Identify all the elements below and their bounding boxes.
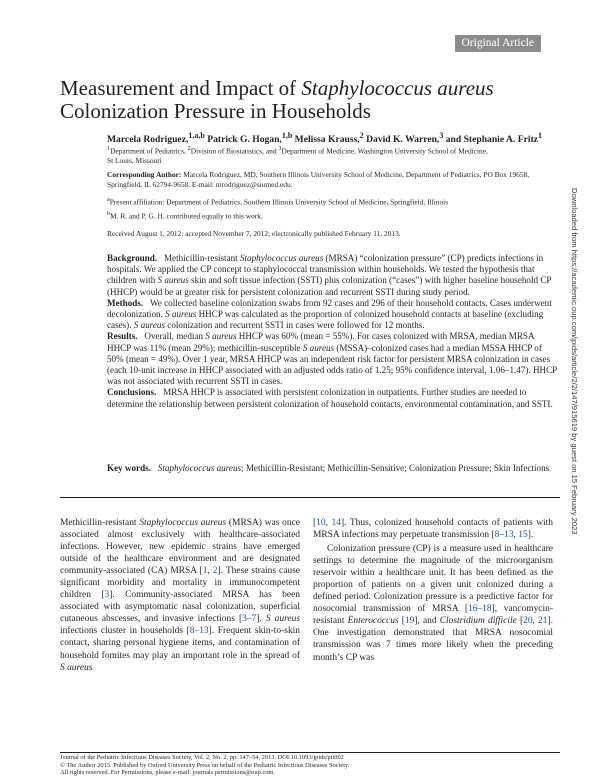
article-history: Received August 1, 2012; accepted November 7, 2012; electronically published February 11, 2013. bbox=[107, 229, 401, 238]
body-text: infections cluster in households [ bbox=[60, 626, 190, 637]
body-text: Colonization pressure (CP) is a measure used in healthcare settings to determine the magnitude of the microorganism reservoir within a healthcare unit. It has been defined as the proportion of patients on a given unit colonized during a defined period. Colonization pressure is a predictive factor for nosocomial transmission of MRSA [ bbox=[313, 544, 553, 615]
journal-footer bbox=[60, 754, 560, 777]
abstract-results bbox=[107, 331, 559, 387]
author-block bbox=[107, 130, 562, 166]
body-italic: Clostridium difficile bbox=[439, 616, 517, 627]
abstract-text: skin and soft tissue infection (SSTI) plus colonization (“cases”) with higher baseline household CP (HHCP) would be at greater risk for persistent colonization and recurrent SSTI during study period. bbox=[107, 275, 552, 297]
abstract-text: Overall, median bbox=[144, 331, 206, 342]
abstract-italic: S aureus bbox=[302, 342, 335, 353]
aff-text: Department of Medicine, Washington University School of Medicine, bbox=[281, 146, 488, 156]
body-text: Methicillin-resistant bbox=[60, 518, 140, 528]
abstract-text: (MRSA) “colonization pressure” (CP) predicts infections in hospitals. We applied the CP concept to staphylococcal transmission within households. We tested the hypothesis that children with bbox=[107, 253, 544, 286]
body-column-left bbox=[60, 517, 300, 674]
keywords-italic: Staphylococcus aureus bbox=[157, 463, 242, 473]
footer-line: Journal of the Pediatric Infectious Diseases Society, Vol. 2, No. 2, pp. 147–54, 2013. DOI:10.1093/jpids/pit002 bbox=[60, 754, 344, 761]
aff-sup: 1 bbox=[107, 146, 111, 153]
body-text: , bbox=[207, 566, 213, 577]
body-text: , bbox=[513, 530, 519, 541]
body-paragraph bbox=[313, 517, 553, 541]
footer-line: All rights reserved. For Permissions, please e-mail: journals.permissions@oup.com. bbox=[60, 769, 275, 777]
citation-link[interactable]: 3 bbox=[104, 590, 110, 601]
author-name: and Stephanie A. Fritz bbox=[443, 134, 538, 146]
citation-link[interactable]: 21 bbox=[538, 616, 548, 627]
body-text: [ bbox=[516, 616, 524, 627]
title-part1: Measurement and Impact of bbox=[60, 76, 302, 100]
body-text: ]. Community-associated MRSA has been associated with asymptomatic nasal colonization, superficial cutaneous abscesses, and invasive infections [ bbox=[60, 590, 300, 625]
body-text: ]. Thus, colonized household contacts of patients with MRSA infections may perpetuate transmission [ bbox=[313, 518, 554, 541]
body-text: ], and bbox=[414, 616, 440, 627]
author-name: Marcela Rodriguez, bbox=[107, 134, 189, 146]
body-italic: S aureus bbox=[265, 614, 300, 625]
author-name: Melissa Krauss, bbox=[292, 134, 360, 146]
download-watermark: Downloaded from https://academic.oup.com/jpids/article/2/2/147/915619 by guest on 15 February 2023 bbox=[570, 188, 579, 535]
abstract-text: MRSA HHCP is associated with persistent colonization in outpatients. Further studies are needed to determine the relationship between persistent colonization of household contacts, environmental contamination, and SSTI. bbox=[107, 387, 553, 409]
aff-text: Department of Pediatrics, bbox=[110, 146, 188, 156]
corresponding-text: Marcela Rodriguez, MD, Southern Illinois University School of Medicine, Department of Pediatrics, PO Box 19658, Springfield, IL 62794-9658. E-mail: mrodriguez@siumed.edu. bbox=[107, 170, 530, 189]
aff-sup: 3 bbox=[278, 146, 282, 153]
keywords-label: Key words. bbox=[107, 463, 151, 473]
abstract-text: We collected baseline colonization swabs from 92 cases and 296 of their household contacts. Cases underwent decolonization. bbox=[107, 297, 552, 320]
aff-city: St Louis, Missouri bbox=[107, 156, 162, 166]
citation-link[interactable]: 20 bbox=[523, 616, 533, 627]
corresponding-label: Corresponding Author: bbox=[107, 170, 182, 179]
footer-divider bbox=[60, 752, 560, 753]
abstract-label: Background. bbox=[107, 253, 158, 263]
citation-link[interactable]: 8–13 bbox=[189, 626, 209, 637]
citation-link[interactable]: 1 bbox=[202, 566, 208, 577]
abstract-label: Results. bbox=[107, 331, 138, 342]
body-paragraph bbox=[313, 543, 553, 663]
keywords-text: ; Methicillin-Resistant; Methicillin-Sensitive; Colonization Pressure; Skin Infections bbox=[241, 463, 550, 473]
author-list bbox=[107, 130, 562, 145]
aff-text: Division of Biostatistics, and bbox=[190, 146, 279, 156]
body-text: ]. These strains cause significant morbidity and mortality in immunocompetent children [ bbox=[60, 566, 300, 601]
citation-link[interactable]: 3–7 bbox=[242, 614, 257, 625]
footer-line: © The Author 2013. Published by Oxford University Press on behalf of the Pediatric Infectious Diseases Society. bbox=[60, 761, 350, 769]
body-text: , bbox=[325, 518, 332, 528]
author-sup: 1,b bbox=[281, 131, 293, 140]
abstract-italic: S aureus bbox=[133, 320, 166, 331]
citation-link[interactable]: 8–13 bbox=[494, 530, 514, 541]
citation-link[interactable]: 15 bbox=[518, 530, 528, 541]
body-italic: S aureus bbox=[60, 662, 93, 673]
abstract-italic: S aureus bbox=[165, 309, 197, 320]
abstract-italic: S aureus bbox=[205, 331, 237, 342]
abstract-text: colonization and recurrent SSTI in cases were followed for 12 months. bbox=[165, 320, 425, 331]
note-text: M. R. and P. G. H. contributed equally to this work. bbox=[110, 211, 263, 221]
aff-sup: 2 bbox=[187, 146, 191, 153]
body-text: [ bbox=[398, 616, 405, 627]
body-text: ]. Frequent skin-to-skin contact, sharing personal hygiene items, and contamination of household fomites may play an important role in the spread of bbox=[60, 626, 300, 661]
abstract-text: HHCP was 60% (mean = 55%). For cases colonized with MRSA, median MRSA HHCP was 11% (mean 29%); methicillin-susceptible bbox=[107, 331, 535, 353]
equal-contribution-note bbox=[107, 210, 562, 221]
body-text: [ bbox=[313, 518, 317, 528]
body-text: (MRSA) was once associated almost exclusively with healthcare-associated infections. However, new epidemic strains have emerged outside of the healthcare environment and are designated community-associated (CA) MRSA [ bbox=[60, 518, 300, 577]
citation-link[interactable]: 19 bbox=[404, 616, 415, 627]
author-sup: 1 bbox=[537, 131, 542, 140]
author-sup: 1,a,b bbox=[188, 131, 205, 140]
body-column-right bbox=[313, 517, 553, 664]
abstract-methods bbox=[107, 298, 559, 332]
body-italic: Staphylococcus aureus bbox=[139, 518, 227, 528]
citation-link[interactable]: 14 bbox=[331, 518, 341, 528]
author-sup: 3 bbox=[439, 131, 444, 140]
note-text: Present affiliation: Department of Pediatrics, Southern Illinois University School of Medicine, Springfield, Illinois bbox=[109, 197, 449, 207]
body-text: , bbox=[532, 616, 539, 627]
abstract-italic: Staphylococcus aureus bbox=[239, 253, 324, 263]
body-text: ]. One investigation demonstrated that MRSA nosocomial transmission was 7 times more likely when the preceding month’s CP was bbox=[313, 616, 553, 663]
abstract-text: (MSSA)–colonized cases had a median MSSA HHCP of 50% (mean = 49%). Over 1 year, MRSA HHCP was an independent risk factor for persistent MRSA colonization in cases (each 10-unit increase in HHCP associated with an adjusted odds ratio of 1.25; 95% confidence interval, 1.06–1.47). HHCP was not associated with recurrent SSTI in cases. bbox=[107, 342, 557, 387]
abstract-background bbox=[107, 253, 559, 298]
article-title bbox=[60, 77, 560, 123]
body-paragraph bbox=[60, 517, 300, 674]
author-name: Patrick G. Hogan, bbox=[204, 134, 282, 146]
abstract-label: Conclusions. bbox=[107, 387, 157, 398]
body-text: ], vancomycin-resistant bbox=[313, 604, 553, 627]
corresponding-author bbox=[107, 170, 562, 189]
present-affiliation bbox=[107, 196, 562, 207]
title-part2: Colonization Pressure in Households bbox=[60, 99, 371, 123]
department-affiliations bbox=[107, 145, 562, 166]
citation-link[interactable]: 10 bbox=[316, 518, 326, 528]
abstract-text: Methicillin-resistant bbox=[163, 253, 240, 263]
abstract bbox=[107, 253, 559, 410]
author-sup: 2 bbox=[359, 131, 364, 140]
author-name: David K. Warren, bbox=[363, 134, 440, 146]
citation-link[interactable]: 2 bbox=[212, 566, 218, 577]
citation-link[interactable]: 16–18 bbox=[467, 604, 492, 615]
note-sup: a bbox=[107, 197, 110, 203]
body-text: ]. bbox=[527, 530, 534, 541]
abstract-conclusions bbox=[107, 387, 559, 409]
abstract-label: Methods. bbox=[107, 297, 144, 308]
article-type-badge: Original Article bbox=[455, 35, 542, 52]
abstract-italic: S aureus bbox=[157, 275, 189, 286]
keywords bbox=[107, 463, 559, 474]
title-italic: Staphylococcus aureus bbox=[301, 76, 494, 100]
body-text: ]. bbox=[256, 614, 266, 625]
note-sup: b bbox=[107, 211, 111, 217]
abstract-divider bbox=[60, 497, 560, 498]
abstract-text: HHCP was calculated as the proportion of colonized household contacts at baseline (excluding cases). bbox=[107, 309, 544, 331]
body-italic: Enterococcus bbox=[347, 616, 399, 627]
